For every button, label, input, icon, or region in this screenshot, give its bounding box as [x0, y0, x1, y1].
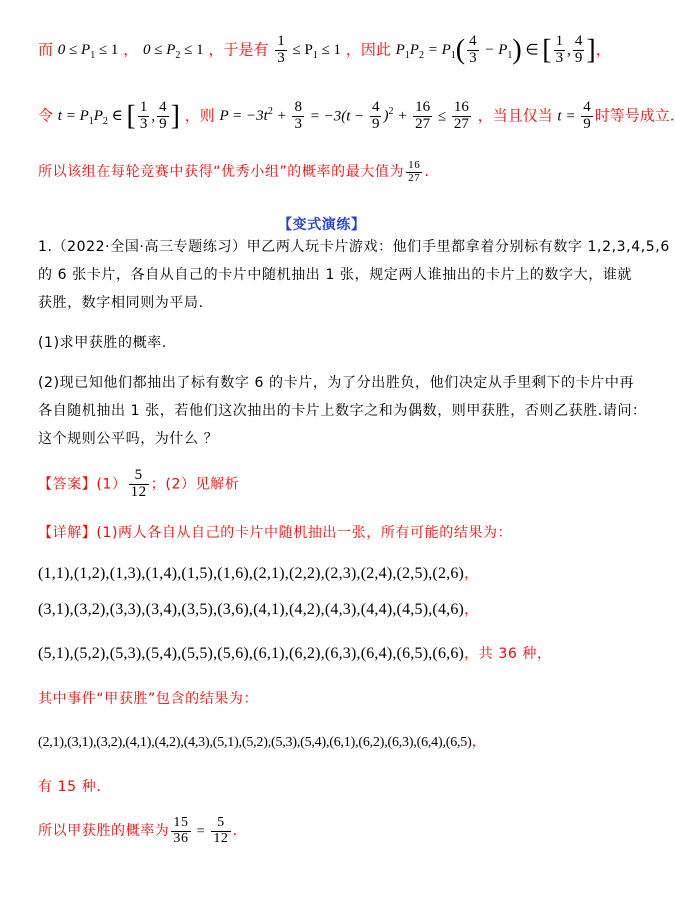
fraction-1-3-b: $\frac{1}{3}$ [555, 33, 564, 66]
fraction-4-9: $\frac{4}{9}$ [574, 33, 583, 66]
fraction-16-27: $\frac{16}{27}$ [415, 99, 431, 132]
fraction-4-9-d: $\frac{4}{9}$ [583, 99, 591, 132]
t-definition: $t = P_1P_2$ ∈ [57, 108, 127, 128]
answer-fraction: $\frac{5}{12}$ [130, 467, 147, 500]
bracket-close-2: ] [170, 100, 180, 132]
text-so-have: ，于是有 [208, 40, 269, 59]
question-2-line-3: 这个规则公平吗，为什么 ？ [38, 431, 219, 447]
outcome-row-2-values: (3,1),(3,2),(3,3),(3,4),(3,5),(3,6),(4,1),(4,2),(4,3),(4,4),(4,5),(4,6) [38, 601, 465, 618]
question-2-line-2: 各自随机抽出 1 张，若他们这次抽出的卡片上数字之和为偶数，则甲获胜，否则乙获胜.请问： [38, 403, 647, 419]
row-2-end: ， [464, 602, 479, 618]
p-expression: $P = -3t^2$ + [219, 106, 291, 125]
comma-end: ， [595, 40, 611, 59]
paren-close: ) [512, 34, 522, 66]
inequality-p1: $0 \le P_1 \le 1$ [57, 42, 119, 62]
intro-line-2: 令 $t = P_1P_2$ ∈ [ $\frac{1}{3}$ , $\frac{4}{9}$ ] ，则 $P = -3t^2$ + $\frac{8}{3}$ = −3(t − $\frac{4}{9}$ )$^2$ + $\frac{16}{27}$ ≤ $\frac{16}{27}$ ，当且仅当 t = $\frac{4}{9}$ 时等号成立. [38, 99, 675, 132]
equals: = [192, 824, 210, 840]
answer-rest: ；(2）见解析 [150, 476, 240, 493]
win-outcomes-values: (2,1),(3,1),(3,2),(4,1),(4,2),(4,3),(5,1),(5,2),(5,3),(5,4),(6,1),(6,2),(6,3),(6,4),(6,5) [38, 735, 472, 750]
bracket-open-2: [ [126, 100, 136, 132]
le-sign: ≤ [434, 108, 450, 125]
t-equals: t = [557, 108, 580, 125]
fraction-4-3: $\frac{4}{3}$ [469, 33, 477, 66]
text-therefore: ，因此 [345, 40, 391, 59]
outcome-row-2 [38, 599, 479, 619]
bracket-open: [ [542, 34, 552, 66]
final-period: . [232, 823, 238, 840]
comma: ， [123, 40, 139, 59]
text-let: 令 [38, 106, 54, 125]
fraction-4-9-b: $\frac{4}{9}$ [159, 99, 167, 132]
outcome-row-1-values: (1,1),(1,2),(1,3),(1,4),(1,5),(1,6),(2,1),(2,2),(2,3),(2,4),(2,5),(2,6) [38, 565, 465, 582]
win-outcomes-row [38, 731, 486, 751]
count-line: 有 15 种. [38, 779, 102, 795]
text-then: ，则 [184, 106, 215, 125]
completed-square: = −3(t − [305, 108, 368, 125]
fraction-16-27-small: $\frac{16}{27}$ [408, 159, 421, 184]
answer-line [38, 468, 239, 501]
conclusion-text: 所以该组在每轮竞赛中获得“优秀小组”的概率的最大值为 [38, 164, 405, 181]
section-title: 【变式演练】 [278, 217, 366, 233]
question-1: (1)求甲获胜的概率. [38, 335, 167, 351]
inequality-p1-range: ≤ $P_1 \le 1$ [288, 42, 342, 62]
outcome-row-1 [38, 563, 479, 583]
period: . [424, 164, 430, 181]
final-fraction-15-36: $\frac{15}{36}$ [173, 815, 189, 846]
problem-line-3: 获胜，数字相同则为平局. [38, 295, 204, 311]
intro-line-1: 而 $0 \le P_1 \le 1$ ， $0 \le P_2 \le 1$ ，于是有 $\frac{1}{3}$ ≤ $P_1 \le 1$ ，因此 $P_1P_2 = P_1$( $\frac{4}{3}$ − $P_1$) ∈ [ $\frac{1}{3}$ , $\frac{4}{9}$ ]， [38, 33, 611, 66]
square-close: )$^2$ + [383, 106, 412, 125]
fraction-4-9-c: $\frac{4}{9}$ [371, 99, 380, 132]
fraction-1-3: $\frac{1}{3}$ [277, 33, 285, 66]
product-expression: $P_1P_2 = P_1$ [395, 42, 456, 62]
paren-open: ( [455, 34, 466, 66]
fraction-16-27-b: $\frac{16}{27}$ [453, 99, 469, 132]
problem-line-2: 的 6 张卡片，各自从自己的卡片中随机抽出 1 张，规定两人谁抽出的卡片上的数字大，谁就 [38, 267, 633, 283]
final-fraction-5-12: $\frac{5}{12}$ [213, 815, 229, 846]
outcome-row-3-values: (5,1),(5,2),(5,3),(5,4),(5,5),(5,6),(6,1),(6,2),(6,3),(6,4),(6,5),(6,6) [38, 645, 465, 662]
final-prefix: 所以甲获胜的概率为 [38, 823, 170, 840]
text-equal-holds: 时等号成立. [594, 106, 675, 125]
outcome-row-3 [38, 643, 552, 663]
text-when-only: ，当且仅当 [477, 106, 553, 125]
inequality-p2: $0 \le P_2 \le 1$ [143, 42, 204, 62]
problem-line-1: 1.（2022·全国·高三专题练习）甲乙两人玩卡片游戏：他们手里都拿着分别标有数字 1,2,3,4,5,6 [38, 239, 670, 255]
conclusion-line [38, 160, 429, 184]
final-line [38, 816, 238, 846]
question-2-line-1: (2)现已知他们都抽出了标有数字 6 的卡片，为了分出胜负，他们决定从手里剩下的卡片中再 [38, 375, 635, 391]
row-1-end: ， [464, 566, 479, 582]
minus-p1: − $P_1$ [480, 42, 513, 62]
row-3-end: ，共 36 种， [464, 646, 552, 662]
detail-intro: 【详解】(1)两人各自从自己的卡片中随机抽出一张，所有可能的结果为： [38, 525, 513, 541]
fraction-8-3: $\frac{8}{3}$ [294, 99, 302, 132]
event-intro: 其中事件“甲获胜”包含的结果为： [38, 691, 259, 707]
intro-prefix: 而 [38, 40, 54, 59]
bracket-close: ] [586, 34, 596, 66]
answer-label: 【答案】(1） [38, 476, 127, 493]
fraction-1-3-c: $\frac{1}{3}$ [139, 99, 148, 132]
win-row-end: ， [471, 734, 487, 750]
